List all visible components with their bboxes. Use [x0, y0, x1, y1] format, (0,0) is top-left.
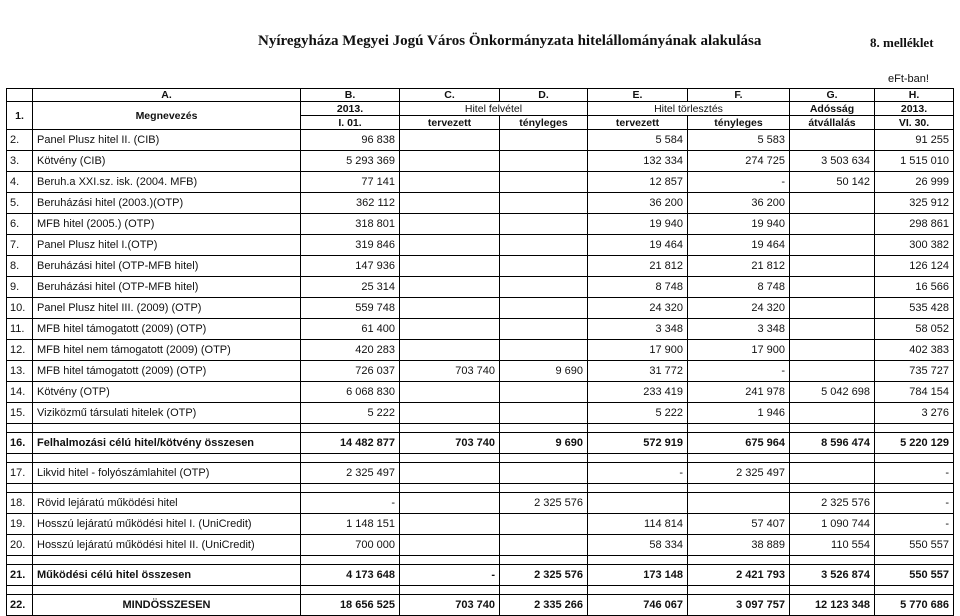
amount-cell: 8 596 474 — [790, 433, 875, 454]
amount-cell: 274 725 — [688, 151, 790, 172]
table-row — [7, 151, 954, 172]
amount-cell: 8 748 — [688, 277, 790, 298]
amount-cell: 1 148 151 — [301, 514, 400, 535]
amount-cell: 5 770 686 — [875, 595, 954, 616]
row-number: 17. — [7, 463, 33, 484]
amount-cell: 14 482 877 — [301, 433, 400, 454]
row-name: Beruházási hitel (OTP-MFB hitel) — [33, 277, 301, 298]
amount-cell: 726 037 — [301, 361, 400, 382]
amount-cell — [400, 319, 500, 340]
row-name: MFB hitel támogatott (2009) (OTP) — [33, 319, 301, 340]
amount-cell: 19 464 — [588, 235, 688, 256]
table-row — [7, 514, 954, 535]
header-tervezett-2: tervezett — [588, 116, 688, 130]
header-a: A. — [33, 89, 301, 102]
amount-cell: 9 690 — [500, 433, 588, 454]
amount-cell: - — [875, 493, 954, 514]
amount-cell — [790, 193, 875, 214]
header-tenyleges-2: tényleges — [688, 116, 790, 130]
amount-cell — [500, 298, 588, 319]
header-b-year: 2013. — [301, 102, 400, 116]
amount-cell: 3 097 757 — [688, 595, 790, 616]
amount-cell: - — [301, 493, 400, 514]
amount-cell: 5 293 369 — [301, 151, 400, 172]
row-name: MINDÖSSZESEN — [33, 595, 301, 616]
header-e: E. — [588, 89, 688, 102]
amount-cell: 241 978 — [688, 382, 790, 403]
amount-cell: 1 515 010 — [875, 151, 954, 172]
row-name: Likvid hitel - folyószámlahitel (OTP) — [33, 463, 301, 484]
amount-cell: - — [400, 565, 500, 586]
amount-cell: 550 557 — [875, 535, 954, 556]
table-row — [7, 214, 954, 235]
amount-cell — [500, 319, 588, 340]
amount-cell — [790, 319, 875, 340]
amount-cell — [400, 514, 500, 535]
table-row — [7, 463, 954, 484]
header-hitel-felvetel: Hitel felvétel — [400, 102, 588, 116]
table-row — [7, 433, 954, 454]
amount-cell — [790, 130, 875, 151]
amount-cell: 110 554 — [790, 535, 875, 556]
amount-cell: 36 200 — [588, 193, 688, 214]
amount-cell — [500, 151, 588, 172]
row-number: 9. — [7, 277, 33, 298]
table-row — [7, 493, 954, 514]
amount-cell: 1 946 — [688, 403, 790, 424]
row-name: Felhalmozási célú hitel/kötvény összesen — [33, 433, 301, 454]
row-number: 18. — [7, 493, 33, 514]
amount-cell: 5 222 — [301, 403, 400, 424]
header-name: Megnevezés — [33, 102, 301, 130]
amount-cell — [500, 463, 588, 484]
loan-table — [6, 88, 954, 616]
amount-cell: - — [875, 463, 954, 484]
amount-cell — [500, 382, 588, 403]
amount-cell: 298 861 — [875, 214, 954, 235]
row-number: 8. — [7, 256, 33, 277]
header-row-no-1: 1. — [7, 102, 33, 130]
amount-cell: 17 900 — [588, 340, 688, 361]
amount-cell: 6 068 830 — [301, 382, 400, 403]
amount-cell — [790, 403, 875, 424]
amount-cell — [400, 463, 500, 484]
amount-cell: 19 464 — [688, 235, 790, 256]
amount-cell: 57 407 — [688, 514, 790, 535]
amount-cell: 31 772 — [588, 361, 688, 382]
table-row — [7, 256, 954, 277]
amount-cell: 17 900 — [688, 340, 790, 361]
amount-cell: 550 557 — [875, 565, 954, 586]
row-name: Beruh.a XXI.sz. isk. (2004. MFB) — [33, 172, 301, 193]
amount-cell — [400, 340, 500, 361]
amount-cell — [790, 256, 875, 277]
amount-cell — [400, 193, 500, 214]
amount-cell: 325 912 — [875, 193, 954, 214]
unit-label: eFt-ban! — [888, 73, 929, 85]
amount-cell: 746 067 — [588, 595, 688, 616]
amount-cell: 2 335 266 — [500, 595, 588, 616]
amount-cell: - — [875, 514, 954, 535]
amount-cell: 3 503 634 — [790, 151, 875, 172]
row-number: 19. — [7, 514, 33, 535]
row-number: 21. — [7, 565, 33, 586]
row-number: 6. — [7, 214, 33, 235]
amount-cell — [500, 172, 588, 193]
amount-cell: 420 283 — [301, 340, 400, 361]
header-b: B. — [301, 89, 400, 102]
amount-cell: 2 325 576 — [500, 565, 588, 586]
row-name: MFB hitel támogatott (2009) (OTP) — [33, 361, 301, 382]
amount-cell — [400, 382, 500, 403]
row-name: Kötvény (OTP) — [33, 382, 301, 403]
row-number: 3. — [7, 151, 33, 172]
amount-cell: 58 052 — [875, 319, 954, 340]
amount-cell: 703 740 — [400, 595, 500, 616]
amount-cell — [500, 277, 588, 298]
amount-cell: - — [588, 463, 688, 484]
amount-cell: 233 419 — [588, 382, 688, 403]
table-row — [7, 193, 954, 214]
amount-cell: 19 940 — [588, 214, 688, 235]
amount-cell — [500, 193, 588, 214]
amount-cell: 402 383 — [875, 340, 954, 361]
amount-cell: 5 220 129 — [875, 433, 954, 454]
header-row-no — [7, 89, 33, 102]
amount-cell — [400, 277, 500, 298]
amount-cell: 173 148 — [588, 565, 688, 586]
row-name: MFB hitel (2005.) (OTP) — [33, 214, 301, 235]
amount-cell: 3 526 874 — [790, 565, 875, 586]
table-row — [7, 130, 954, 151]
amount-cell — [400, 403, 500, 424]
separator-row — [7, 454, 954, 463]
amount-cell: 784 154 — [875, 382, 954, 403]
header-atvallalas: átvállalás — [790, 116, 875, 130]
table-row — [7, 298, 954, 319]
amount-cell: 5 584 — [588, 130, 688, 151]
amount-cell — [790, 361, 875, 382]
amount-cell: 5 583 — [688, 130, 790, 151]
header-b-date: I. 01. — [301, 116, 400, 130]
header-tervezett-1: tervezett — [400, 116, 500, 130]
header-d: D. — [500, 89, 588, 102]
amount-cell — [790, 463, 875, 484]
table-row — [7, 535, 954, 556]
amount-cell: 318 801 — [301, 214, 400, 235]
amount-cell: 12 857 — [588, 172, 688, 193]
header-f: F. — [688, 89, 790, 102]
amount-cell: - — [688, 172, 790, 193]
row-number: 10. — [7, 298, 33, 319]
amount-cell: 36 200 — [688, 193, 790, 214]
amount-cell: 61 400 — [301, 319, 400, 340]
amount-cell: 319 846 — [301, 235, 400, 256]
row-name: Viziközmű társulati hitelek (OTP) — [33, 403, 301, 424]
amount-cell — [500, 403, 588, 424]
row-number: 12. — [7, 340, 33, 361]
amount-cell: 535 428 — [875, 298, 954, 319]
amount-cell — [400, 493, 500, 514]
amount-cell: 50 142 — [790, 172, 875, 193]
amount-cell — [400, 214, 500, 235]
amount-cell: 126 124 — [875, 256, 954, 277]
amount-cell: 3 348 — [688, 319, 790, 340]
amount-cell: 25 314 — [301, 277, 400, 298]
row-number: 11. — [7, 319, 33, 340]
amount-cell — [400, 298, 500, 319]
header-h-year: 2013. — [875, 102, 954, 116]
amount-cell — [400, 151, 500, 172]
header-hitel-torlesztes: Hitel törlesztés — [588, 102, 790, 116]
row-name: Rövid lejáratú működési hitel — [33, 493, 301, 514]
row-number: 2. — [7, 130, 33, 151]
row-number: 13. — [7, 361, 33, 382]
amount-cell: 16 566 — [875, 277, 954, 298]
amount-cell: - — [688, 361, 790, 382]
amount-cell: 12 123 348 — [790, 595, 875, 616]
table-row — [7, 172, 954, 193]
amount-cell — [500, 514, 588, 535]
amount-cell: 2 325 576 — [500, 493, 588, 514]
amount-cell: 147 936 — [301, 256, 400, 277]
table-row — [7, 403, 954, 424]
amount-cell — [500, 130, 588, 151]
amount-cell — [790, 298, 875, 319]
amount-cell: 24 320 — [688, 298, 790, 319]
row-name: Panel Plusz hitel II. (CIB) — [33, 130, 301, 151]
separator-row — [7, 484, 954, 493]
amount-cell: 18 656 525 — [301, 595, 400, 616]
amount-cell — [400, 130, 500, 151]
table-row — [7, 340, 954, 361]
amount-cell: 2 421 793 — [688, 565, 790, 586]
amount-cell: 19 940 — [688, 214, 790, 235]
amount-cell: 675 964 — [688, 433, 790, 454]
amount-cell — [500, 340, 588, 361]
amount-cell: 38 889 — [688, 535, 790, 556]
amount-cell: 77 141 — [301, 172, 400, 193]
row-name: Kötvény (CIB) — [33, 151, 301, 172]
row-number: 7. — [7, 235, 33, 256]
row-name: Beruházási hitel (OTP-MFB hitel) — [33, 256, 301, 277]
table-row — [7, 277, 954, 298]
page-title: Nyíregyháza Megyei Jogú Város Önkormányzata hitelállományának alakulása — [258, 33, 762, 49]
table-row — [7, 595, 954, 616]
row-number: 5. — [7, 193, 33, 214]
amount-cell: 700 000 — [301, 535, 400, 556]
table-row — [7, 319, 954, 340]
amount-cell: 572 919 — [588, 433, 688, 454]
amount-cell — [400, 535, 500, 556]
amount-cell: 96 838 — [301, 130, 400, 151]
amount-cell: 8 748 — [588, 277, 688, 298]
amount-cell: 2 325 576 — [790, 493, 875, 514]
separator-row — [7, 556, 954, 565]
amount-cell: 2 325 497 — [301, 463, 400, 484]
header-c: C. — [400, 89, 500, 102]
amount-cell: 114 814 — [588, 514, 688, 535]
table-row — [7, 235, 954, 256]
header-h: H. — [875, 89, 954, 102]
row-name: Hosszú lejáratú működési hitel I. (UniCredit) — [33, 514, 301, 535]
amount-cell — [790, 235, 875, 256]
row-name: Működési célú hitel összesen — [33, 565, 301, 586]
amount-cell: 735 727 — [875, 361, 954, 382]
amount-cell: 1 090 744 — [790, 514, 875, 535]
row-number: 22. — [7, 595, 33, 616]
amount-cell — [500, 256, 588, 277]
amount-cell: 2 325 497 — [688, 463, 790, 484]
row-name: Panel Plusz hitel I.(OTP) — [33, 235, 301, 256]
amount-cell — [400, 256, 500, 277]
row-number: 4. — [7, 172, 33, 193]
header-adossag: Adósság — [790, 102, 875, 116]
amount-cell: 26 999 — [875, 172, 954, 193]
amount-cell: 21 812 — [688, 256, 790, 277]
header-h-date: VI. 30. — [875, 116, 954, 130]
amount-cell: 703 740 — [400, 361, 500, 382]
row-number: 20. — [7, 535, 33, 556]
amount-cell: 5 042 698 — [790, 382, 875, 403]
amount-cell — [588, 493, 688, 514]
row-number: 14. — [7, 382, 33, 403]
amount-cell — [400, 172, 500, 193]
amount-cell — [400, 235, 500, 256]
amount-cell — [790, 277, 875, 298]
amount-cell: 559 748 — [301, 298, 400, 319]
amount-cell — [500, 535, 588, 556]
amount-cell — [500, 235, 588, 256]
table-row — [7, 382, 954, 403]
row-number: 16. — [7, 433, 33, 454]
separator-row — [7, 424, 954, 433]
table-row — [7, 565, 954, 586]
header-tenyleges-1: tényleges — [500, 116, 588, 130]
amount-cell: 5 222 — [588, 403, 688, 424]
row-number: 15. — [7, 403, 33, 424]
amount-cell — [790, 214, 875, 235]
annex-label: 8. melléklet — [870, 35, 934, 50]
header-g: G. — [790, 89, 875, 102]
amount-cell: 24 320 — [588, 298, 688, 319]
amount-cell: 9 690 — [500, 361, 588, 382]
amount-cell: 3 348 — [588, 319, 688, 340]
amount-cell: 4 173 648 — [301, 565, 400, 586]
amount-cell: 362 112 — [301, 193, 400, 214]
amount-cell: 58 334 — [588, 535, 688, 556]
amount-cell: 132 334 — [588, 151, 688, 172]
amount-cell — [790, 340, 875, 361]
table-row — [7, 361, 954, 382]
amount-cell: 703 740 — [400, 433, 500, 454]
amount-cell — [500, 214, 588, 235]
amount-cell: 21 812 — [588, 256, 688, 277]
row-name: MFB hitel nem támogatott (2009) (OTP) — [33, 340, 301, 361]
row-name: Panel Plusz hitel III. (2009) (OTP) — [33, 298, 301, 319]
amount-cell: 91 255 — [875, 130, 954, 151]
amount-cell — [688, 493, 790, 514]
row-name: Hosszú lejáratú működési hitel II. (UniCredit) — [33, 535, 301, 556]
amount-cell: 300 382 — [875, 235, 954, 256]
amount-cell: 3 276 — [875, 403, 954, 424]
row-name: Beruházási hitel (2003.)(OTP) — [33, 193, 301, 214]
